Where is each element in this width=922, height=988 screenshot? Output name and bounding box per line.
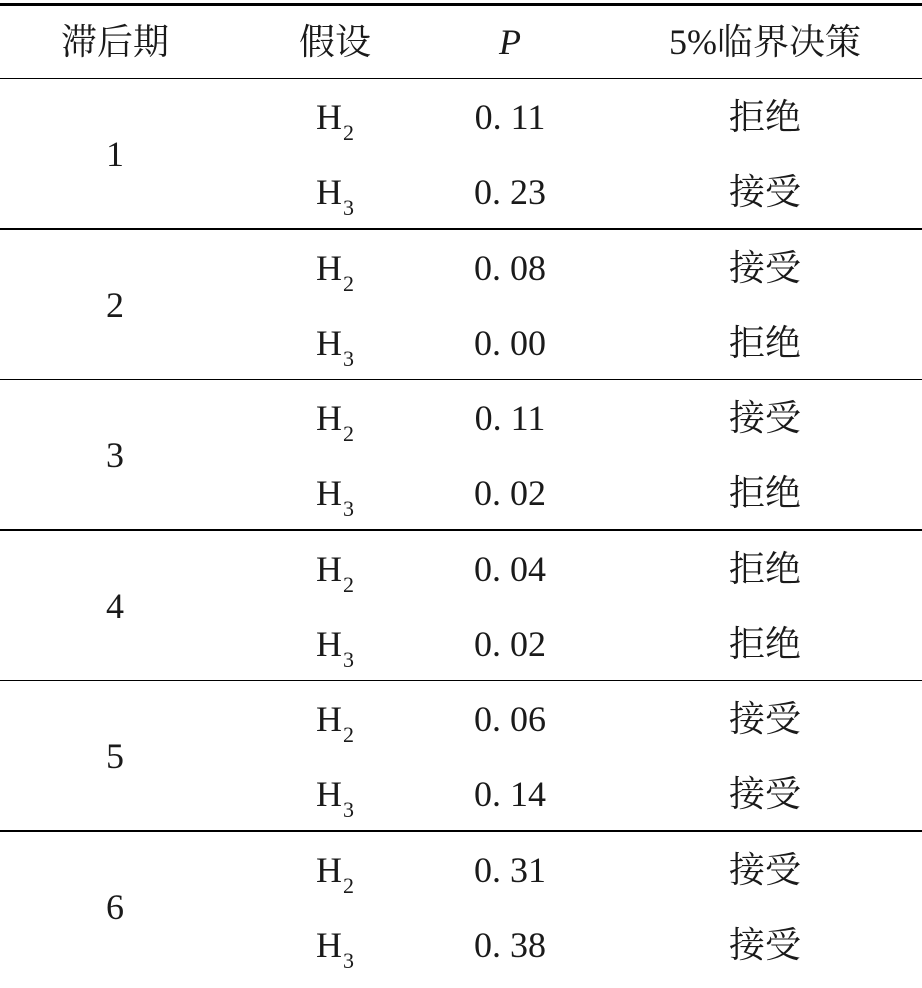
lag-value: 6: [106, 886, 124, 927]
decision-cell: 拒绝: [728, 322, 801, 363]
header-decision: 5%临界决策: [669, 22, 861, 62]
p-value-cell: 0. 08: [474, 247, 546, 288]
lag-value: 3: [106, 435, 124, 475]
p-value-cell: 0. 38: [474, 924, 546, 965]
hypothesis-subscript: 2: [343, 421, 354, 446]
hypothesis-letter: H: [316, 774, 342, 814]
decision-cell: 接受: [728, 172, 801, 212]
p-value-cell: 0. 11: [474, 398, 546, 438]
hypothesis-letter: H: [316, 699, 342, 739]
hypothesis-cell: [230, 79, 440, 155]
p-value-cell: 0. 31: [474, 849, 546, 890]
header-hypothesis: 假设: [298, 22, 371, 62]
header-lag: 滞后期: [60, 22, 169, 62]
hypothesis-subscript: 2: [343, 722, 354, 747]
hypothesis-letter: H: [316, 247, 342, 288]
p-value-cell: 0. 00: [474, 322, 546, 363]
p-value-cell: 0. 04: [474, 548, 546, 589]
lag-value: 4: [106, 585, 124, 626]
decision-cell: 拒绝: [728, 548, 801, 589]
hypothesis-letter: H: [316, 172, 342, 212]
hypothesis-letter: H: [316, 849, 342, 890]
p-value-cell: 0. 14: [474, 774, 546, 814]
decision-cell: 接受: [728, 398, 801, 438]
hypothesis-cell: [230, 756, 440, 832]
hypothesis-letter: H: [316, 548, 342, 589]
hypothesis-subscript: 3: [343, 345, 354, 371]
hypothesis-cell: [230, 606, 440, 682]
decision-cell: 接受: [728, 699, 801, 739]
hypothesis-cell: [230, 154, 440, 230]
hypothesis-subscript: 2: [343, 571, 354, 597]
hypothesis-cell: [230, 305, 440, 381]
p-value-cell: 0. 02: [474, 623, 546, 664]
hypothesis-cell: [230, 832, 440, 908]
decision-cell: 接受: [728, 924, 801, 965]
lag-value: 2: [106, 284, 124, 325]
header-p-value: P: [499, 22, 521, 62]
hypothesis-letter: H: [316, 473, 342, 513]
hypothesis-subscript: 3: [343, 797, 354, 822]
hypothesis-cell: [230, 455, 440, 531]
decision-cell: 拒绝: [728, 97, 801, 137]
decision-cell: 接受: [728, 774, 801, 814]
hypothesis-subscript: 2: [343, 120, 354, 145]
decision-cell: 接受: [728, 247, 801, 288]
decision-cell: 拒绝: [728, 473, 801, 513]
p-value-cell: 0. 11: [474, 97, 546, 137]
decision-cell: 拒绝: [728, 623, 801, 664]
hypothesis-subscript: 2: [343, 270, 354, 296]
p-value-cell: 0. 02: [474, 473, 546, 513]
hypothesis-subscript: 3: [343, 496, 354, 521]
hypothesis-cell: [230, 380, 440, 456]
hypothesis-cell: [230, 681, 440, 757]
hypothesis-subscript: 3: [343, 195, 354, 220]
lag-value: 5: [106, 736, 124, 776]
hypothesis-subscript: 3: [343, 646, 354, 672]
hypothesis-letter: H: [316, 398, 342, 438]
lag-value: 1: [106, 134, 124, 174]
hypothesis-cell: [230, 907, 440, 983]
hypothesis-cell: [230, 230, 440, 306]
hypothesis-subscript: 2: [343, 872, 354, 898]
hypothesis-letter: H: [316, 623, 342, 664]
p-value-cell: 0. 23: [474, 172, 546, 212]
hypothesis-letter: H: [316, 924, 342, 965]
hypothesis-letter: H: [316, 322, 342, 363]
hypothesis-letter: H: [316, 97, 342, 137]
p-value-cell: 0. 06: [474, 699, 546, 739]
decision-cell: 接受: [728, 849, 801, 890]
hypothesis-cell: [230, 531, 440, 607]
hypothesis-subscript: 3: [343, 947, 354, 973]
